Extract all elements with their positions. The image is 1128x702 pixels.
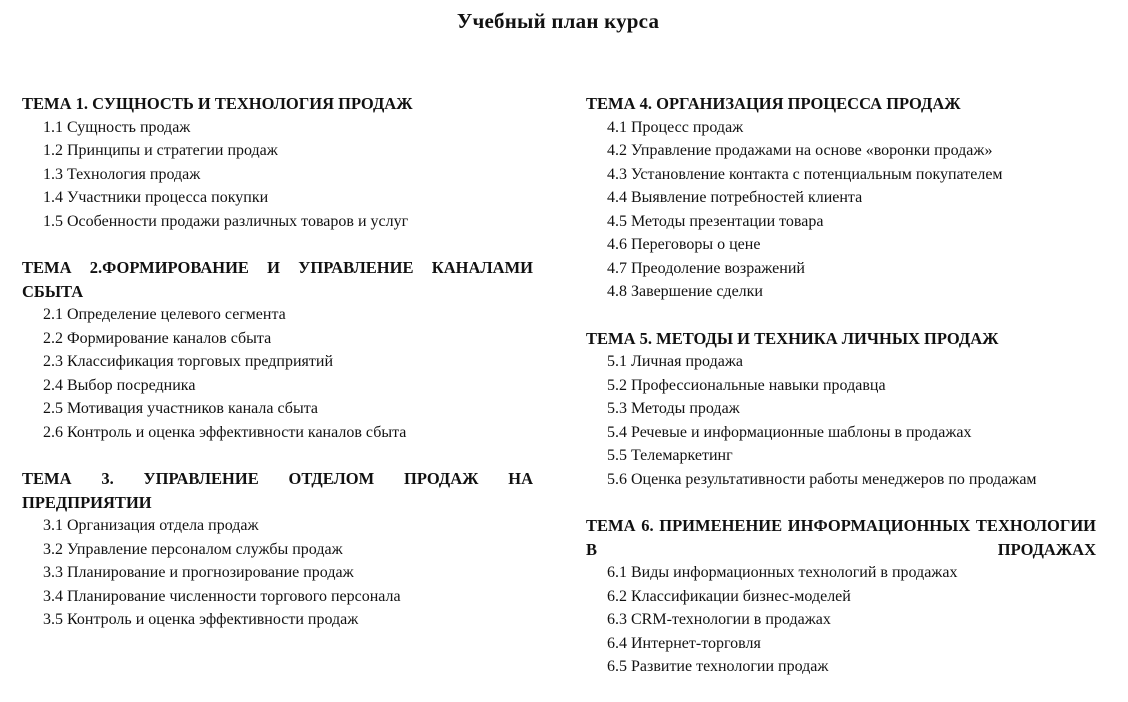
topic-item: 2.1 Определение целевого сегмента [43,306,286,323]
topic-title: ТЕМА 3. УПРАВЛЕНИЕ ОТДЕЛОМ ПРОДАЖ НА ПРЕДПРИЯТИИ [22,469,533,512]
topic-item: 4.3 Установление контакта с потенциальным покупателем [607,165,1003,183]
topic-title: ТЕМА 1. СУЩНОСТЬ И ТЕХНОЛОГИЯ ПРОДАЖ [22,94,413,113]
topic-item: 5.3 Методы продаж [607,400,740,417]
topic-item: 5.1 Личная продажа [607,353,743,370]
topic-item: 3.5 Контроль и оценка эффективности продаж [43,611,359,628]
topic-item: 3.1 Организация отдела продаж [43,517,259,534]
topic-title: ТЕМА 5. МЕТОДЫ И ТЕХНИКА ЛИЧНЫХ ПРОДАЖ [586,328,999,348]
topic-4 [586,92,1096,304]
right-column [586,92,1096,702]
topic-item: 2.2 Формирование каналов сбыта [43,329,272,347]
topic-item: 4.7 Преодоление возражений [607,259,805,277]
topic-item: 4.1 Процесс продаж [607,118,744,136]
topic-item: 5.6 Оценка результативности работы менеджеров по продажам [607,470,1037,488]
topic-item: 6.3 CRM-технологии в продажах [607,611,831,628]
topic-item: 5.4 Речевые и информационные шаблоны в продажах [607,423,972,441]
topic-item: 4.2 Управление продажами на основе «воронки продаж» [607,142,993,159]
topic-item: 2.3 Классификация торговых предприятий [43,353,334,370]
topic-item: 4.8 Завершение сделки [607,283,763,300]
topic-item: 4.5 Методы презентации товара [607,212,824,230]
topic-item: 6.4 Интернет-торговля [607,634,761,652]
topic-5 [586,327,1096,492]
topic-6 [586,514,1096,679]
topic-item: 1.4 Участники процесса покупки [43,189,269,206]
topic-item: 3.4 Планирование численности торгового персонала [43,587,401,605]
topic-item: 6.1 Виды информационных технологий в продажах [607,564,958,581]
topic-item: 3.2 Управление персоналом службы продаж [43,540,343,558]
topic-items [22,303,533,444]
topic-item: 6.5 Развитие технологии продаж [607,658,829,675]
topic-items [586,350,1096,491]
topic-title: ТЕМА 2.ФОРМИРОВАНИЕ И УПРАВЛЕНИЕ КАНАЛАМИ СБЫТА [22,258,533,301]
topic-item: 2.4 Выбор посредника [43,376,196,394]
topic-item: 6.2 Классификации бизнес-моделей [607,587,851,605]
topic-item: 4.4 Выявление потребностей клиента [607,189,863,206]
topic-item: 1.2 Принципы и стратегии продаж [43,142,278,159]
topic-2 [22,256,533,444]
topic-title: ТЕМА 4. ОРГАНИЗАЦИЯ ПРОЦЕССА ПРОДАЖ [586,94,961,113]
topic-item: 2.6 Контроль и оценка эффективности каналов сбыта [43,423,407,441]
topic-1 [22,92,533,233]
topic-items [586,116,1096,304]
topic-item: 5.2 Профессиональные навыки продавца [607,376,886,394]
page-title: Учебный план курса [456,9,660,33]
topic-items [22,514,533,632]
topic-item: 5.5 Телемаркетинг [607,447,733,464]
topic-3 [22,467,533,632]
topic-item: 1.3 Технология продаж [43,165,201,183]
topic-item: 4.6 Переговоры о цене [607,236,761,253]
topic-items [586,561,1096,679]
topic-item: 2.5 Мотивация участников канала сбыта [43,400,318,417]
topic-item: 1.1 Сущность продаж [43,118,191,136]
topic-item: 3.3 Планирование и прогнозирование продаж [43,564,354,581]
topic-item: 1.5 Особенности продажи различных товаров и услуг [43,212,409,230]
left-column [22,92,533,655]
topic-title: ТЕМА 6. ПРИМЕНЕНИЕ ИНФОРМАЦИОННЫХ ТЕХНОЛОГИИ В ПРОДАЖАХ [586,516,1096,559]
topic-items [22,116,533,234]
